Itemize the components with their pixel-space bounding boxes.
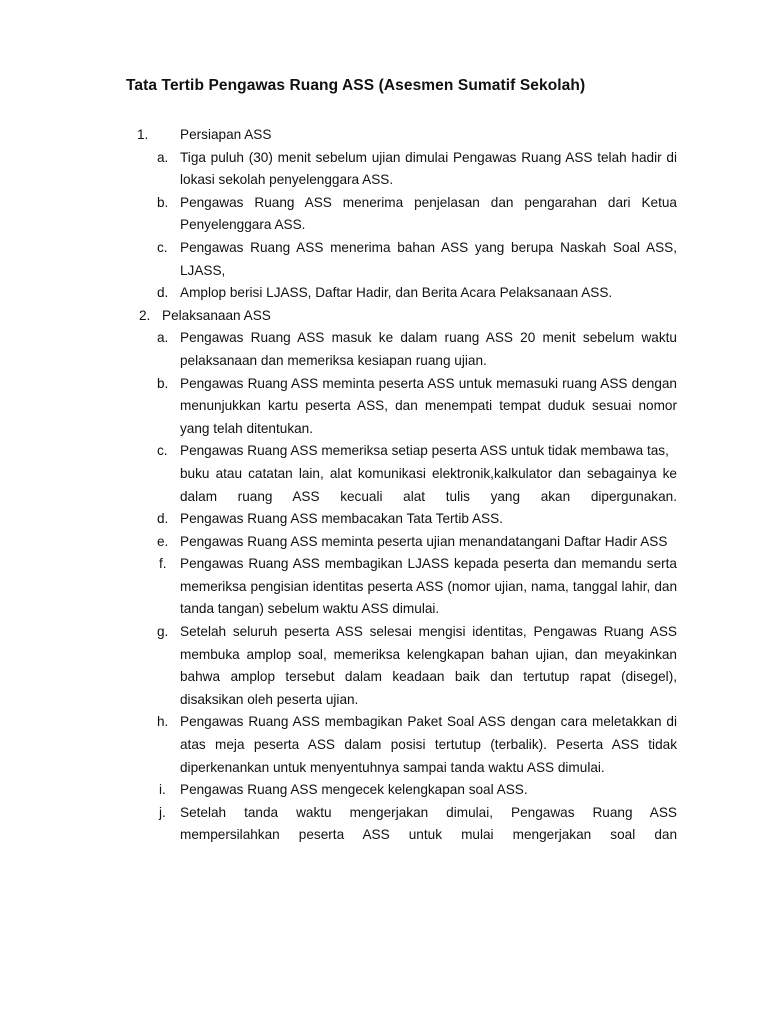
section-number: 2.: [139, 307, 151, 323]
item-letter: a.: [157, 149, 169, 165]
item-letter: a.: [157, 330, 169, 346]
item-text: Pengawas Ruang ASS mengecek kelengkapan soal ASS.: [180, 782, 528, 798]
section-number: 1.: [137, 127, 149, 142]
list-item: [0, 440, 677, 508]
item-letter: d.: [157, 511, 169, 527]
item-text: Pengawas Ruang ASS membacakan Tata Tertib ASS.: [180, 511, 503, 527]
section-title: Persiapan ASS: [180, 127, 272, 142]
item-letter: b.: [157, 194, 169, 210]
list-item: [0, 237, 677, 282]
list-item: [0, 508, 677, 531]
list-item: [0, 192, 677, 237]
item-letter: e.: [157, 533, 169, 549]
item-letter: i.: [159, 782, 166, 798]
item-text: Pengawas Ruang ASS menerima penjelasan dan pengarahan dari Ketua Penyelenggara ASS.: [180, 194, 677, 233]
item-text: Pengawas Ruang ASS memeriksa setiap peserta ASS untuk tidak membawa tas,: [180, 443, 669, 459]
list-item: [0, 553, 677, 621]
section-heading-2: [0, 305, 768, 328]
list-item: [0, 531, 677, 554]
list-item: [0, 711, 677, 779]
section-heading-1: [0, 124, 768, 147]
item-text: Pengawas Ruang ASS menerima bahan ASS yang berupa Naskah Soal ASS, LJASS,: [180, 239, 677, 278]
item-text: Pengawas Ruang ASS meminta peserta ASS untuk memasuki ruang ASS dengan menunjukkan kartu peserta ASS, dan menempati tempat duduk sesuai nomor yang telah ditentukan.: [180, 375, 677, 436]
item-continuation-text: buku atau catatan lain, alat komunikasi elektronik,kalkulator dan sebagainya ke dalam ruang ASS kecuali alat tulis yang akan dipergunakan.: [180, 465, 677, 504]
item-text: Pengawas Ruang ASS meminta peserta ujian menandatangani Daftar Hadir ASS: [180, 533, 668, 549]
list-item: [0, 779, 677, 802]
section-title: Pelaksanaan ASS: [162, 307, 271, 323]
item-letter: j.: [159, 804, 166, 820]
item-letter: c.: [157, 443, 168, 459]
item-letter: g.: [157, 624, 169, 640]
item-letter: d.: [157, 285, 169, 301]
list-item: [0, 147, 677, 192]
item-letter: c.: [157, 239, 168, 255]
list-item: [0, 373, 677, 441]
item-letter: b.: [157, 375, 169, 391]
item-text: Pengawas Ruang ASS masuk ke dalam ruang ASS 20 menit sebelum waktu pelaksanaan dan memeriksa kesiapan ruang ujian.: [180, 330, 677, 368]
item-text: Setelah seluruh peserta ASS selesai mengisi identitas, Pengawas Ruang ASS membuka amplop soal, memeriksa kelengkapan bahan ujian, dan meyakinkan bahwa amplop tersebut dalam keadaan baik dan tertutup rapat (disegel), disaksikan oleh peserta ujian.: [180, 624, 677, 707]
document-title: Tata Tertib Pengawas Ruang ASS (Asesmen Sumatif Sekolah): [126, 77, 586, 94]
item-letter: h.: [157, 714, 169, 730]
document-body: [0, 124, 768, 847]
list-item: [0, 282, 677, 305]
item-text: Pengawas Ruang ASS membagikan Paket Soal ASS dengan cara meletakkan di atas meja peserta ASS dalam posisi tertutup (terbalik). Peserta ASS tidak diperkenankan untuk menyentuhnya sampai tanda waktu ASS dimulai.: [180, 714, 677, 775]
item-letter: f.: [159, 556, 167, 572]
item-text: Setelah tanda waktu mengerjakan dimulai, Pengawas Ruang ASS mempersilahkan peserta ASS untuk mulai mengerjakan soal dan: [180, 804, 677, 843]
list-item: [0, 327, 677, 372]
item-text: Tiga puluh (30) menit sebelum ujian dimulai Pengawas Ruang ASS telah hadir di lokasi sekolah penyelenggara ASS.: [180, 149, 677, 188]
item-text: Amplop berisi LJASS, Daftar Hadir, dan Berita Acara Pelaksanaan ASS.: [180, 285, 613, 301]
item-text: Pengawas Ruang ASS membagikan LJASS kepada peserta dan memandu serta memeriksa pengisian identitas peserta ASS (nomor ujian, nama, tanggal lahir, dan tanda tangan) sebelum waktu ASS dimulai.: [180, 556, 677, 617]
list-item: [0, 621, 677, 711]
list-item: [0, 802, 677, 847]
